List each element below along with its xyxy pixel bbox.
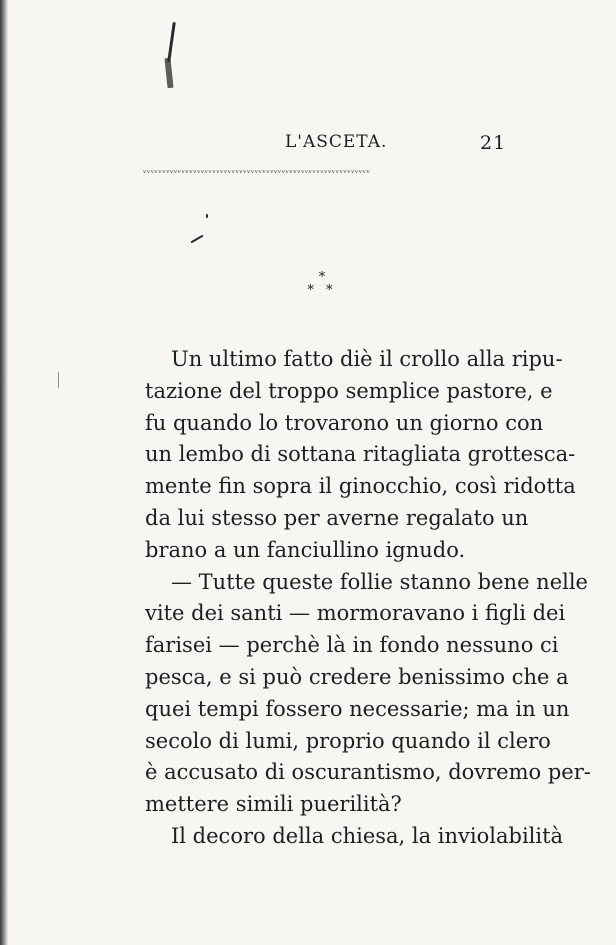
- text-line: farisei — perchè là in fondo nessuno ci: [145, 633, 559, 658]
- text-line: mettere simili puerilità?: [145, 792, 402, 817]
- text-line: pesca, e si può credere benissimo che a: [145, 664, 569, 689]
- text-line: mente fin sopra il ginocchio, così ridotta: [145, 474, 576, 499]
- ink-mark: [58, 372, 59, 388]
- ink-mark: [206, 214, 208, 218]
- section-break-top: *: [318, 270, 326, 285]
- running-head: [0, 132, 616, 158]
- text-line: fu quando lo trovarono un giorno con: [145, 410, 544, 435]
- body-text: [145, 344, 591, 853]
- page-number: 21: [480, 132, 507, 154]
- text-line: vite dei santi — mormoravano i figli dei: [145, 601, 566, 626]
- text-line: è accusato di oscurantismo, dovremo per-: [145, 760, 591, 785]
- text-line: — Tutte queste follie stanno bene nelle: [171, 569, 588, 594]
- ink-mark: [164, 58, 173, 88]
- text-line: secolo di lumi, proprio quando il clero: [145, 728, 551, 753]
- running-title: L'ASCETA.: [285, 132, 388, 152]
- ink-mark: [190, 235, 203, 244]
- text-line: Un ultimo fatto diè il crollo alla ripu-: [171, 347, 563, 371]
- ornamental-rule: ᵥᵥᵥᵥᵥᵥᵥᵥᵥᵥᵥᵥᵥᵥᵥᵥᵥᵥᵥᵥᵥᵥᵥᵥᵥᵥᵥᵥᵥᵥᵥᵥᵥᵥᵥᵥᵥᵥᵥᵥᵥᵥᵥᵥᵥᵥᵥᵥᵥᵥᵥᵥᵥᵥᵥᵥᵥᵥᵥ: [143, 166, 371, 176]
- text-line: Il decoro della chiesa, la inviolabilità: [171, 823, 564, 848]
- text-line: tazione del troppo semplice pastore, e: [145, 378, 553, 403]
- text-line: quei tempi fossero necessarie; ma in un: [145, 696, 570, 721]
- text-line: un lembo di sottana ritagliata grottesca-: [145, 442, 576, 467]
- text-line: da lui stesso per averne regalato un: [145, 505, 529, 530]
- ink-mark: [167, 22, 176, 62]
- section-break-bottom: * *: [307, 283, 337, 298]
- text-line: brano a un fanciullino ignudo.: [145, 537, 466, 562]
